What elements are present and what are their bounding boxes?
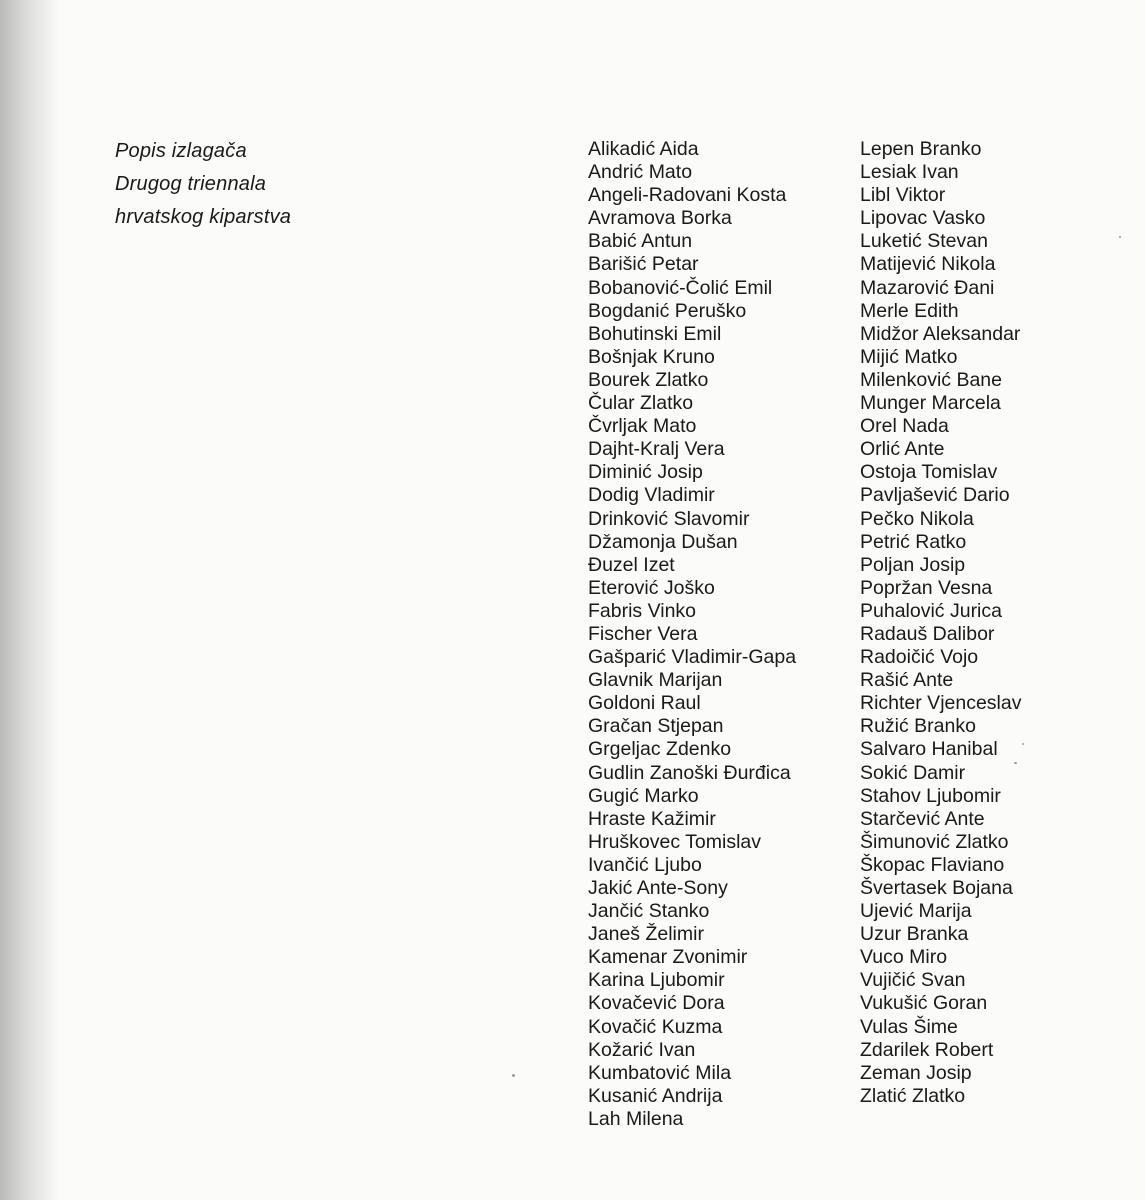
exhibitor-name: Šimunović Zlatko	[860, 830, 1009, 853]
title-line-2: Drugog triennala	[115, 173, 267, 195]
exhibitor-name: Bourek Zlatko	[588, 368, 709, 391]
exhibitor-name: Lipovac Vasko	[860, 207, 986, 230]
exhibitor-name: Bošnjak Kruno	[588, 345, 715, 368]
exhibitor-name: Eterović Joško	[588, 576, 715, 599]
exhibitor-name: Pavljašević Dario	[860, 484, 1010, 507]
exhibitor-name: Milenković Bane	[860, 368, 1002, 391]
exhibitor-name: Zlatić Zlatko	[860, 1084, 966, 1107]
exhibitor-name: Orlić Ante	[860, 438, 945, 461]
exhibitor-name: Ružić Branko	[860, 715, 976, 738]
exhibitor-name: Drinković Slavomir	[588, 507, 750, 530]
exhibitor-name: Jakić Ante-Sony	[588, 877, 728, 899]
exhibitor-name: Kusanić Andrija	[588, 1084, 723, 1107]
exhibitor-name: Petrić Ratko	[860, 530, 967, 553]
exhibitor-name: Bobanović-Čolić Emil	[588, 276, 773, 299]
exhibitor-list-left	[588, 138, 796, 1131]
exhibitor-name: Hruškovec Tomislav	[588, 830, 762, 853]
exhibitor-name: Luketić Stevan	[860, 230, 988, 253]
exhibitor-list-right	[860, 138, 1021, 1108]
exhibitor-name: Dajht-Kralj Vera	[588, 438, 725, 461]
exhibitor-name: Vujičić Svan	[860, 969, 966, 992]
page-gutter-shadow	[0, 0, 60, 1200]
exhibitor-name: Stahov Ljubomir	[860, 784, 1001, 807]
exhibitor-name: Lepen Branko	[860, 138, 982, 160]
exhibitor-name: Lah Milena	[588, 1107, 684, 1130]
exhibitor-name: Kumbatović Mila	[588, 1061, 732, 1084]
exhibitor-name: Gudlin Zanoški Đurđica	[588, 761, 791, 784]
exhibitor-name: Starčević Ante	[860, 807, 985, 830]
exhibitor-name: Libl Viktor	[860, 184, 946, 207]
exhibitor-name: Kovačević Dora	[588, 992, 725, 1015]
exhibitor-name: Vukušić Goran	[860, 992, 988, 1015]
exhibitor-name: Glavnik Marijan	[588, 669, 723, 692]
exhibitor-name: Gračan Stjepan	[588, 715, 724, 738]
exhibitor-name: Ujević Marija	[860, 900, 972, 923]
paper-speck	[1022, 743, 1024, 745]
exhibitor-name: Popržan Vesna	[860, 576, 993, 599]
exhibitor-name: Goldoni Raul	[588, 692, 701, 715]
exhibitor-name: Čular Zlatko	[588, 392, 694, 415]
paper-speck	[1014, 762, 1017, 764]
exhibitor-name: Alikadić Aida	[588, 138, 699, 160]
exhibitor-name: Škopac Flaviano	[860, 853, 1005, 876]
exhibitor-name: Barišić Petar	[588, 253, 699, 276]
exhibitor-name: Ostoja Tomislav	[860, 461, 998, 484]
exhibitor-name: Avramova Borka	[588, 207, 732, 230]
title-line-3: hrvatskog kiparstva	[115, 206, 292, 228]
exhibitor-name: Karina Ljubomir	[588, 969, 725, 992]
exhibitor-name: Jančić Stanko	[588, 900, 710, 923]
exhibitor-name: Diminić Josip	[588, 461, 703, 484]
exhibitor-name: Švertasek Bojana	[860, 877, 1013, 899]
exhibitor-name: Kožarić Ivan	[588, 1038, 696, 1061]
exhibitor-name: Zdarilek Robert	[860, 1038, 994, 1061]
exhibitor-name: Angeli-Radovani Kosta	[588, 184, 787, 207]
page-title	[115, 135, 291, 234]
exhibitor-name: Kovačić Kuzma	[588, 1015, 723, 1038]
exhibitor-name: Merle Edith	[860, 299, 959, 322]
exhibitor-name: Fabris Vinko	[588, 599, 697, 622]
paper-speck	[1119, 236, 1121, 238]
exhibitor-name: Grgeljac Zdenko	[588, 738, 732, 761]
exhibitor-name: Richter Vjenceslav	[860, 692, 1022, 715]
exhibitor-name: Midžor Aleksandar	[860, 322, 1021, 345]
title-line-1: Popis izlagača	[115, 140, 247, 162]
exhibitor-name: Lesiak Ivan	[860, 161, 959, 184]
exhibitor-name: Zeman Josip	[860, 1061, 972, 1084]
exhibitor-name: Vuco Miro	[860, 946, 948, 969]
exhibitor-name: Mazarović Đani	[860, 276, 995, 299]
exhibitor-name: Vulas Šime	[860, 1015, 958, 1038]
exhibitor-name: Andrić Mato	[588, 161, 693, 184]
paper-speck	[512, 1074, 515, 1077]
exhibitor-name: Sokić Damir	[860, 761, 966, 784]
exhibitor-name: Gugić Marko	[588, 784, 699, 807]
exhibitor-name: Rašić Ante	[860, 669, 954, 692]
exhibitor-name: Pečko Nikola	[860, 507, 974, 530]
exhibitor-name: Salvaro Hanibal	[860, 738, 998, 761]
exhibitor-name: Babić Antun	[588, 230, 693, 253]
exhibitor-name: Džamonja Dušan	[588, 530, 738, 553]
exhibitor-name: Bohutinski Emil	[588, 322, 722, 345]
exhibitor-name: Đuzel Izet	[588, 553, 675, 576]
exhibitor-name: Bogdanić Peruško	[588, 299, 747, 322]
exhibitor-name: Radauš Dalibor	[860, 622, 995, 645]
exhibitor-name: Matijević Nikola	[860, 253, 996, 276]
exhibitor-name: Gašparić Vladimir-Gapa	[588, 646, 797, 669]
exhibitor-name: Ivančić Ljubo	[588, 853, 702, 876]
exhibitor-name: Orel Nada	[860, 415, 949, 438]
exhibitor-name: Mijić Matko	[860, 345, 958, 368]
exhibitor-name: Radoičić Vojo	[860, 646, 979, 669]
exhibitor-name: Janeš Želimir	[588, 923, 704, 946]
exhibitor-name: Fischer Vera	[588, 622, 698, 645]
exhibitor-name: Kamenar Zvonimir	[588, 946, 748, 969]
exhibitor-name: Dodig Vladimir	[588, 484, 715, 507]
exhibitor-name: Čvrljak Mato	[588, 415, 697, 438]
exhibitor-name: Poljan Josip	[860, 553, 966, 576]
exhibitor-name: Puhalović Jurica	[860, 599, 1002, 622]
exhibitor-name: Uzur Branka	[860, 923, 969, 946]
exhibitor-name: Hraste Kažimir	[588, 807, 716, 830]
exhibitor-name: Munger Marcela	[860, 392, 1001, 415]
